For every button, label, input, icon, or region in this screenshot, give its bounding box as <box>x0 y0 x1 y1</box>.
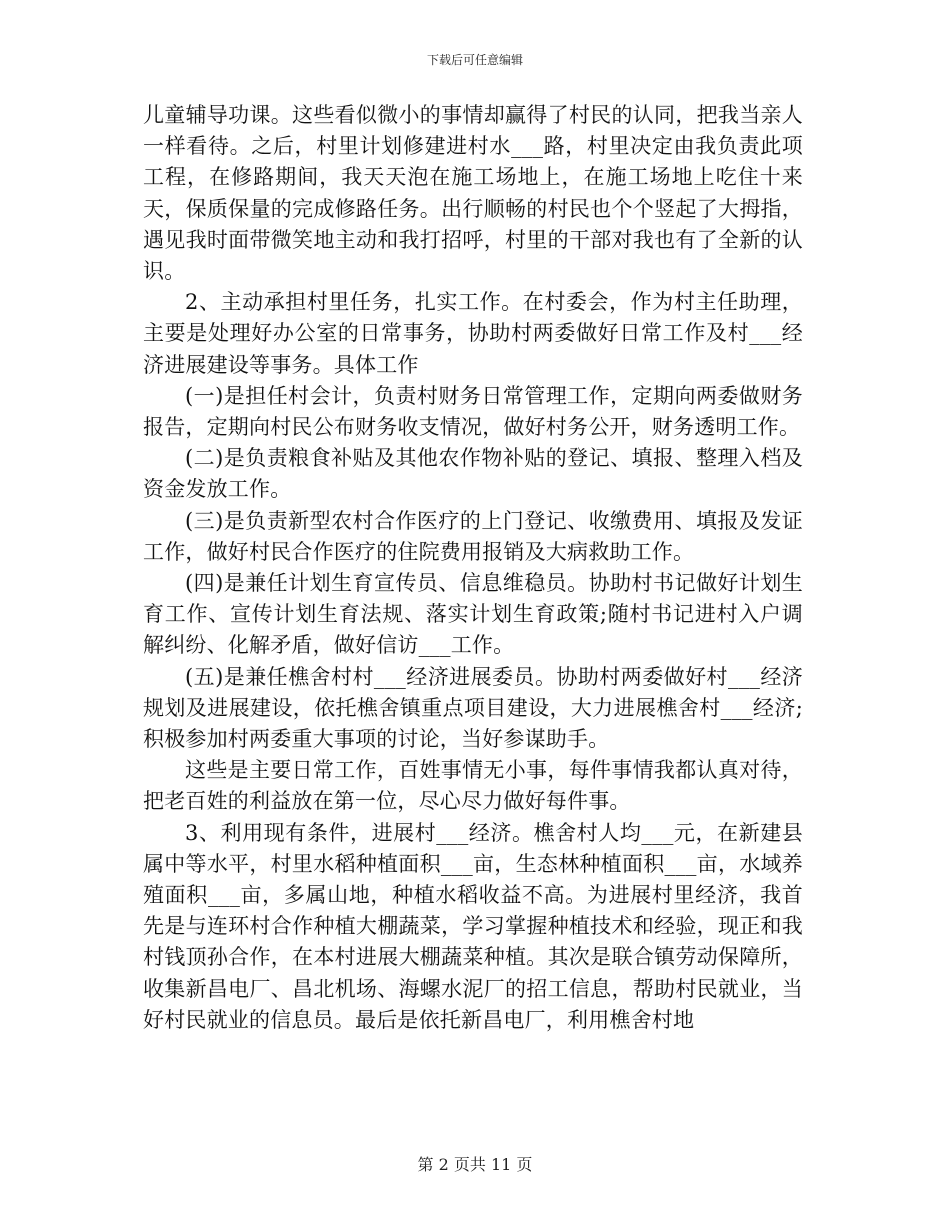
paragraph-2: 2、主动承担村里任务，扎实工作。在村委会，作为村主任助理，主要是处理好办公室的日常事务，协助村两委做好日常工作及村___经济进展建设等事务。具体工作 <box>143 290 803 377</box>
paragraph-7: (五)是兼任樵舍村村___经济进展委员。协助村两委做好村___经济规划及进展建设，依托樵舍镇重点项目建设，大力进展樵舍村___经济;积极参加村两委重大事项的讨论，当好参谋助手。 <box>143 664 803 752</box>
paragraph-6: (四)是兼任计划生育宣传员、信息维稳员。协助村书记做好计划生育工作、宣传计划生育法规、落实计划生育政策;随村书记进村入户调解纠纷、化解矛盾，做好信访___工作。 <box>143 571 803 658</box>
page-footer: 第 2 页共 11 页 <box>417 1155 533 1174</box>
paragraph-5: (三)是负责新型农村合作医疗的上门登记、收缴费用、填报及发证工作，做好村民合作医疗的住院费用报销及大病救助工作。 <box>143 508 803 564</box>
paragraph-3: (一)是担任村会计，负责村财务日常管理工作，定期向两委做财务报告，定期向村民公布财务收支情况，做好村务公开，财务透明工作。 <box>143 383 803 440</box>
paragraph-1: 儿童辅导功课。这些看似微小的事情却赢得了村民的认同，把我当亲人一样看待。之后，村里计划修建进村水___路，村里决定由我负责此项工程，在修路期间，我天天泡在施工场地上，在施工场地上吃住十来天，保质保量的完成修路任务。出行顺畅的村民也个个竖起了大拇指，遇见我时面带微笑地主动和我打招呼，村里的干部对我也有了全新的认识。 <box>143 103 803 284</box>
paragraph-9: 3、利用现有条件，进展村___经济。樵舍村人均___元，在新建县属中等水平，村里水稻种植面积___亩，生态林种植面积___亩，水域养殖面积___亩，多属山地，种植水稻收益不高。为进展村里经济，我首先是与连环村合作种植大棚蔬菜，学习掌握种植技术和经验，现正和我村钱顶孙合作，在本村进展大棚蔬菜种植。其次是联合镇劳动保障所，收集新昌电厂、昌北机场、海螺水泥厂的招工信息，帮助村民就业，当好村民就业的信息员。最后是依托新昌电厂，利用樵舍村地 <box>143 820 803 1032</box>
paragraph-4: (二)是负责粮食补贴及其他农作物补贴的登记、填报、整理入档及资金发放工作。 <box>143 446 803 502</box>
document-body <box>143 100 803 1036</box>
paragraph-8: 这些是主要日常工作，百姓事情无小事，每件事情我都认真对待，把老百姓的利益放在第一位，尽心尽力做好每件事。 <box>143 758 803 814</box>
page-header: 下载后可任意编辑 <box>426 53 523 67</box>
